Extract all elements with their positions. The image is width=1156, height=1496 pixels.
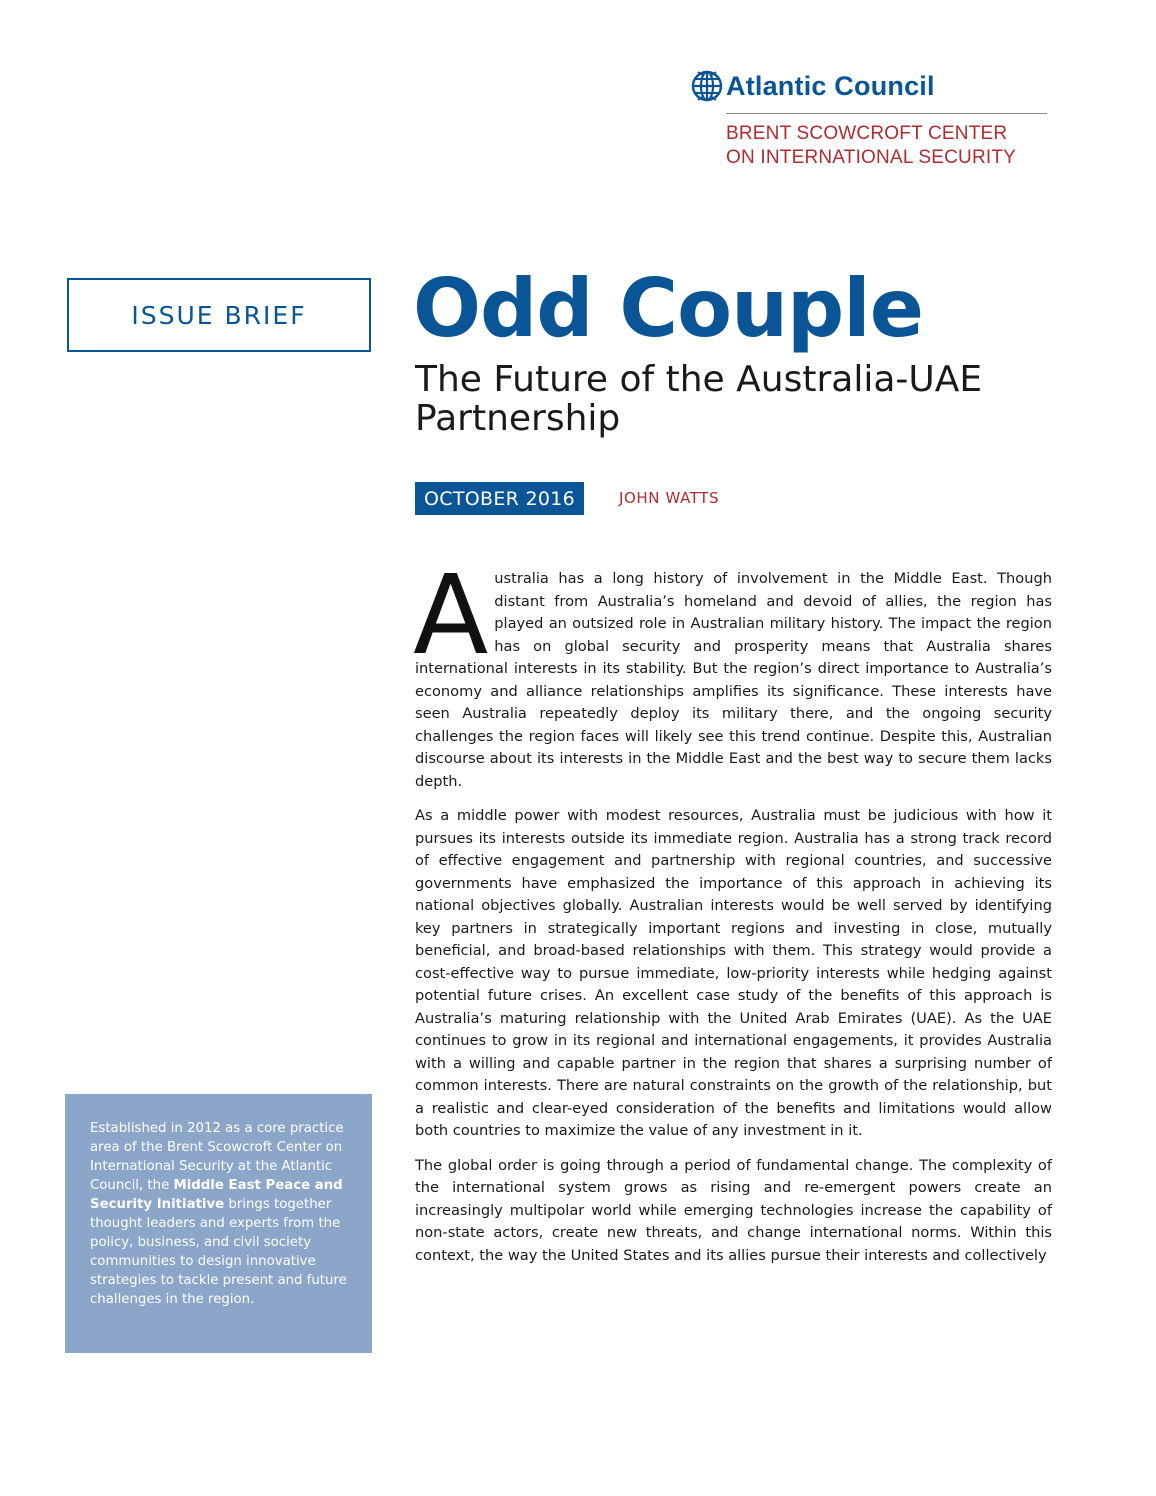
org-name: Atlantic Council bbox=[726, 70, 935, 101]
logo-divider bbox=[726, 113, 1047, 114]
sidebar-text bbox=[90, 1119, 348, 1309]
author-name: JOHN WATTS bbox=[619, 489, 720, 507]
page-subtitle: The Future of the Australia-UAE Partnership bbox=[415, 359, 983, 439]
paragraph-1-text: ustralia has a long history of involvement in the Middle East. Though distant from Australia’s homeland and devoid of allies, the region has played an outsized role in Australian military history. The impact the region has on global security and prosperity means that Australia shares international interests in its stability. But the region’s direct importance to Australia’s economy and alliance relationships amplifies its significance. These interests have seen Australia repeatedly deploy its military there, and the ongoing security challenges the region faces will likely see this trend continue. Despite this, Australian discourse about its interests in the Middle East and the best way to secure them lacks depth. bbox=[415, 570, 1052, 790]
initiative-sidebar bbox=[65, 1094, 372, 1353]
center-name-line1: BRENT SCOWCROFT CENTER bbox=[726, 123, 1008, 144]
paragraph-3: The global order is going through a period of fundamental change. The complexity of the international system grows as rising and re-emergent powers create an increasingly multipolar world while emerging technologies increase the capability of non-state actors, create new threats, and change international norms. Within this context, the way the United States and its allies pursue their interests and collectively bbox=[415, 1156, 1052, 1264]
drop-cap: A bbox=[413, 551, 489, 679]
center-name-line2: ON INTERNATIONAL SECURITY bbox=[726, 147, 1017, 168]
page-title: Odd Couple bbox=[413, 262, 923, 355]
date-badge bbox=[415, 482, 584, 515]
paragraph-1 bbox=[413, 551, 1052, 793]
center-name bbox=[726, 122, 1016, 170]
publication-date: OCTOBER 2016 bbox=[424, 487, 576, 510]
sidebar-text-start: Established in 2012 as a core practice area of the Brent Scowcroft Center on International Security at the Atlantic Council, the bbox=[90, 1121, 344, 1193]
globe-icon bbox=[690, 69, 724, 103]
article-body bbox=[413, 551, 1052, 1279]
paragraph-2: As a middle power with modest resources, Australia must be judicious with how it pursues its interests outside its immediate region. Australia has a strong track record of effective engagement and partnership with regional countries, and successive governments have emphasized the importance of this approach in achieving its national objectives globally. Australian interests would be well served by identifying key partners in strategically important regions and investing in close, mutually beneficial, and broad-based relationships with them. This strategy would provide a cost-effective way to pursue immediate, low-priority interests while hedging against potential future crises. An excellent case study of the benefits of this approach is Australia’s maturing relationship with the United Arab Emirates (UAE). As the UAE continues to grow in its regional and international engagements, it provides Australia with a willing and capable partner in the region that shares a surprising number of common interests. There are natural constraints on the growth of the relationship, but a realistic and clear-eyed consideration of the benefits and limitations would allow both countries to maximize the value of any investment in it. bbox=[415, 807, 1052, 1139]
issue-brief-text: ISSUE BRIEF bbox=[131, 300, 307, 330]
atlantic-council-logo bbox=[690, 66, 1050, 168]
sidebar-text-end: brings together thought leaders and experts from the policy, business, and civil society communities to design innovative strategies to tackle present and future challenges in the region. bbox=[90, 1197, 347, 1307]
initiative-name: Middle East Peace and Security Initiative bbox=[90, 1178, 343, 1212]
issue-brief-label bbox=[67, 278, 371, 352]
